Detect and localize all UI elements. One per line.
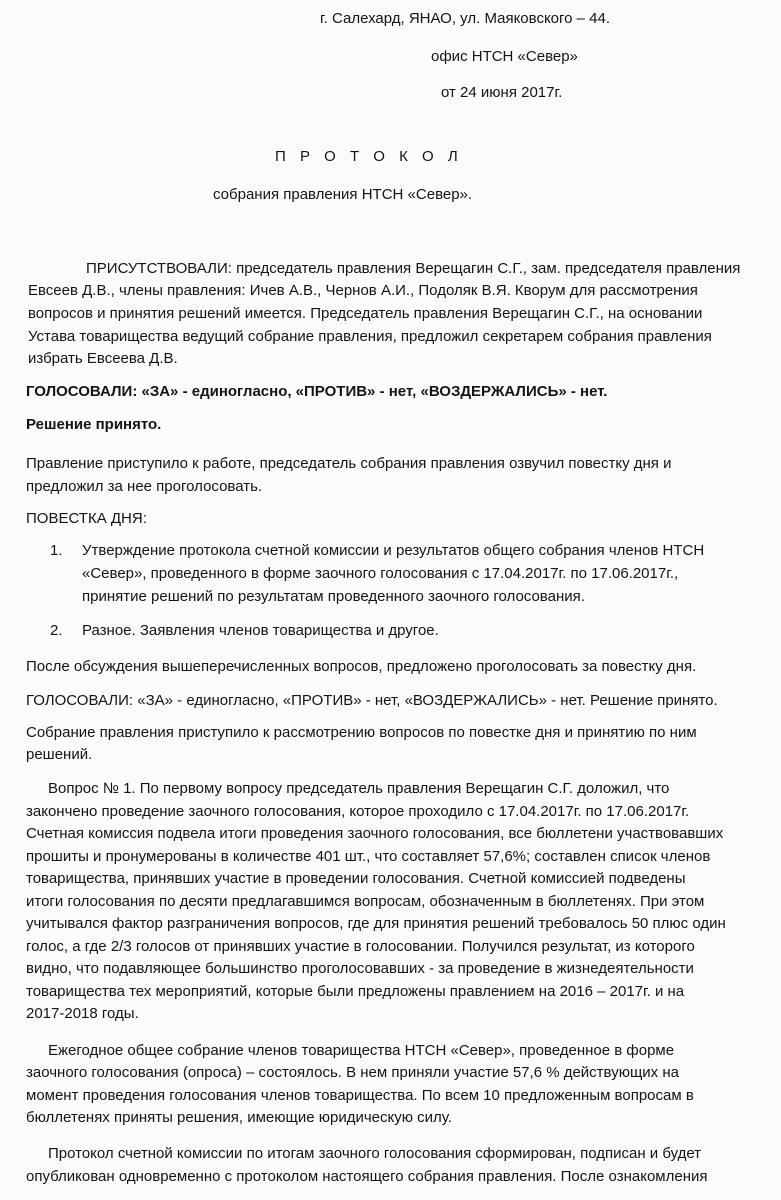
document-subtitle: собрания правления НТСН «Север».	[213, 186, 473, 203]
header-date: от 24 июня 2017г.	[441, 84, 563, 101]
agenda-item-number: 1.	[50, 542, 63, 559]
annual-meeting-line: бюллетенях приняты решения, имеющие юридическую силу.	[26, 1109, 452, 1126]
present-line: Устава товарищества ведущий собрание правления, предложил секретарем собрания правления	[28, 328, 712, 345]
present-line: вопросов и принятия решений имеется. Председатель правления Верещагин С.Г., на основании	[28, 305, 703, 322]
question1-line: итоги голосования по десяти предлагавшимся вопросам, обозначенным в бюллетенях. При этом	[26, 893, 705, 910]
present-line: ПРИСУТСТВОВАЛИ: председатель правления Верещагин С.Г., зам. председателя правления	[86, 260, 741, 277]
agenda-item-line: Утверждение протокола счетной комиссии и результатов общего собрания членов НТСН	[82, 542, 705, 559]
annual-meeting-line: заочного голосования (опроса) – состоялось. В нем приняли участие 57,6 % действующих на	[26, 1064, 679, 1081]
protocol-note-line: Протокол счетной комиссии по итогам заочного голосования сформирован, подписан и будет	[48, 1145, 702, 1162]
agenda-heading: ПОВЕСТКА ДНЯ:	[26, 510, 147, 527]
present-line: избрать Евсеева Д.В.	[28, 350, 178, 367]
question1-line: Вопрос № 1. По первому вопросу председатель правления Верещагин С.Г. доложил, что	[48, 780, 670, 797]
question1-line: 2017-2018 годы.	[26, 1005, 139, 1022]
protocol-note-line: опубликован одновременно с протоколом настоящего собрания правления. После ознакомления	[26, 1168, 708, 1185]
question1-line: учитывался фактор разграничения вопросов, где для принятия решений требовалось 50 плюс один	[26, 915, 726, 932]
question1-line: товарищества, принявших участие в проведении голосования. Счетной комиссией подведены	[26, 870, 686, 887]
annual-meeting-line: момент проведения голосования членов товарищества. По всем 10 предложенным вопросам в	[26, 1087, 694, 1104]
board-proceed-line: решений.	[26, 746, 93, 763]
decision-accepted: Решение принято.	[26, 416, 162, 433]
after-discussion: После обсуждения вышеперечисленных вопросов, предложено проголосовать за повестку дня.	[26, 658, 697, 675]
agenda-item-line: принятие решений по результатам проведенного заочного голосования.	[82, 588, 585, 605]
question1-line: товарищества тех мероприятий, которые были предложены правлением на 2016 – 2017г. и на	[26, 983, 685, 1000]
board-start-line: предложил за нее проголосовать.	[26, 478, 263, 495]
question1-line: голос, а где 2/3 голосов от принявших участие в голосовании. Получился результат, из которого	[26, 938, 695, 955]
header-office: офис НТСН «Север»	[431, 48, 578, 65]
document-title: П Р О Т О К О Л	[275, 148, 463, 165]
board-start-line: Правление приступило к работе, председатель собрания правления озвучил повестку дня и	[26, 455, 672, 472]
agenda-item-line: Разное. Заявления членов товарищества и другое.	[82, 622, 439, 639]
annual-meeting-line: Ежегодное общее собрание членов товарищества НТСН «Север», проведенное в форме	[48, 1042, 675, 1059]
vote-result-bold: ГОЛОСОВАЛИ: «ЗА» - единогласно, «ПРОТИВ» - нет, «ВОЗДЕРЖАЛИСЬ» - нет.	[26, 383, 608, 400]
question1-line: закончено проведение заочного голосования, которое проходило с 17.04.2017г. по 17.06.2017г.	[26, 803, 690, 820]
agenda-item-line: «Север», проведенного в форме заочного голосования с 17.04.2017г. по 17.06.2017г.,	[82, 565, 679, 582]
header-address: г. Салехард, ЯНАО, ул. Маяковского – 44.	[320, 10, 611, 27]
board-proceed-line: Собрание правления приступило к рассмотрению вопросов по повестке дня и принятию по ним	[26, 724, 697, 741]
question1-line: прошиты и пронумерованы в количестве 401 шт., что составляет 57,6%; составлен список членов	[26, 848, 711, 865]
vote-result: ГОЛОСОВАЛИ: «ЗА» - единогласно, «ПРОТИВ» - нет, «ВОЗДЕРЖАЛИСЬ» - нет. Решение принято.	[26, 692, 718, 709]
question1-line: Счетная комиссия подвела итоги проведения заочного голосования, все бюллетени участвовавших	[26, 825, 724, 842]
present-line: Евсеев Д.В., члены правления: Ичев А.В., Чернов А.И., Подоляк В.Я. Кворум для рассмотрения	[28, 282, 698, 299]
question1-line: видно, что подавляющее большинство проголосовавших - за проведение в жизнедеятельности	[26, 960, 694, 977]
agenda-item-number: 2.	[50, 622, 63, 639]
